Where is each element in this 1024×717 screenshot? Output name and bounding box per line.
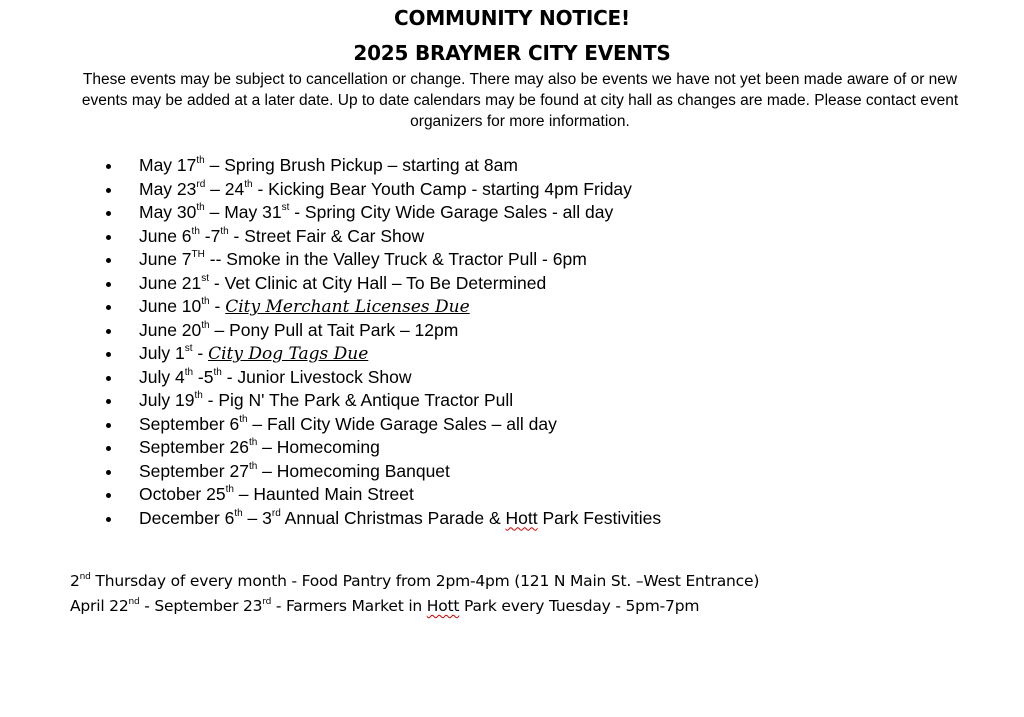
event-sup2: st (281, 202, 290, 214)
event-sup: st (184, 343, 193, 355)
event-date2: -7 (199, 225, 221, 246)
event-text: – Haunted Main Street (233, 484, 414, 504)
event-date: June 10 (139, 296, 202, 316)
event-spell: Hott (505, 507, 538, 528)
event-sup: th (196, 202, 205, 214)
event-item (0, 460, 1024, 484)
event-date: September 27 (139, 460, 249, 481)
event-text: - Spring City Wide Garage Sales - all day (289, 202, 614, 222)
event-date: July 4 (139, 366, 185, 387)
event-date: July 19 (139, 390, 195, 410)
event-item (0, 295, 1024, 319)
event-date: June 20 (139, 319, 202, 340)
event-date: June 7 (139, 249, 192, 269)
intro-paragraph: These events may be subject to cancellation or change. There may also be events we have not yet been made aware of or new events may be added at a later date. Up to date calendars may be found at city hall as changes are made. Please contact event organizers for more information. (81, 71, 959, 130)
event-sup: TH (191, 249, 205, 261)
event-sup: th (196, 155, 205, 167)
event-date: September 6 (139, 413, 240, 434)
notice-title: COMMUNITY NOTICE! (394, 6, 630, 30)
event-text: - Pig N' The Park & Antique Tractor Pull (202, 390, 514, 410)
event-date2: -5 (193, 366, 214, 387)
event-item (0, 178, 1024, 202)
event-item (0, 389, 1024, 413)
event-item (0, 201, 1024, 225)
event-text: - Kicking Bear Youth Camp - starting 4pm Friday (252, 178, 632, 199)
event-date2: – May 31 (204, 202, 282, 222)
events-title: 2025 BRAYMER CITY EVENTS (353, 41, 671, 65)
event-item (0, 436, 1024, 460)
event-sup: th (225, 484, 234, 496)
event-item (0, 272, 1024, 296)
event-item (0, 507, 1024, 531)
event-script: City Merchant Licenses Due (225, 297, 470, 317)
event-item (0, 483, 1024, 507)
event-date2: – 3 (242, 507, 272, 528)
event-date: June 21 (139, 272, 202, 293)
event-sup: th (248, 460, 258, 472)
event-date: July 1 (139, 343, 185, 363)
event-text: Annual Christmas Parade & (280, 507, 506, 528)
event-sup: th (191, 225, 200, 237)
event-text: – Spring Brush Pickup – starting at 8am (204, 155, 518, 175)
event-item (0, 225, 1024, 249)
event-text-after: Park Festivities (537, 507, 662, 528)
event-sup2: th (213, 366, 222, 378)
event-text: - (209, 296, 226, 316)
event-item (0, 248, 1024, 272)
event-text: – Homecoming (257, 437, 380, 457)
event-date: May 30 (139, 202, 197, 222)
event-sup: st (201, 272, 210, 284)
event-sup2: rd (271, 507, 281, 519)
event-sup: th (201, 319, 210, 331)
event-item (0, 154, 1024, 178)
event-sup: rd (196, 178, 206, 190)
event-date: May 23 (139, 178, 197, 199)
event-item (0, 319, 1024, 343)
event-sup2: th (244, 178, 253, 190)
food-pantry-line: 2nd Thursday of every month - Food Pantry from 2pm-4pm (121 N Main St. –West Entrance) (70, 571, 760, 590)
event-sup: th (201, 296, 210, 308)
farmers-market-line: April 22nd - September 23rd - Farmers Market in Hott Park every Tuesday - 5pm-7pm (70, 596, 700, 615)
event-text: - (192, 343, 209, 363)
events-list (0, 154, 1024, 530)
event-item (0, 366, 1024, 390)
event-date: December 6 (139, 507, 235, 528)
event-sup: th (248, 437, 258, 449)
event-script: City Dog Tags Due (208, 344, 369, 364)
event-text: -- Smoke in the Valley Truck & Tractor Pull - 6pm (204, 249, 587, 269)
event-date: September 26 (139, 437, 249, 457)
event-text: - Junior Livestock Show (221, 366, 412, 387)
event-text: - Street Fair & Car Show (228, 225, 425, 246)
event-date: May 17 (139, 155, 197, 175)
event-sup: th (234, 507, 243, 519)
event-item (0, 342, 1024, 366)
event-sup: th (184, 366, 194, 378)
event-text: – Fall City Wide Garage Sales – all day (247, 413, 557, 434)
event-sup: th (194, 390, 203, 402)
event-date: October 25 (139, 484, 226, 504)
event-text: - Vet Clinic at City Hall – To Be Determined (209, 272, 547, 293)
event-text: – Homecoming Banquet (257, 460, 450, 481)
event-item (0, 413, 1024, 437)
event-sup: th (239, 413, 248, 425)
event-text: – Pony Pull at Tait Park – 12pm (209, 319, 459, 340)
event-date2: – 24 (205, 178, 245, 199)
event-sup2: th (220, 225, 229, 237)
event-date: June 6 (139, 225, 192, 246)
